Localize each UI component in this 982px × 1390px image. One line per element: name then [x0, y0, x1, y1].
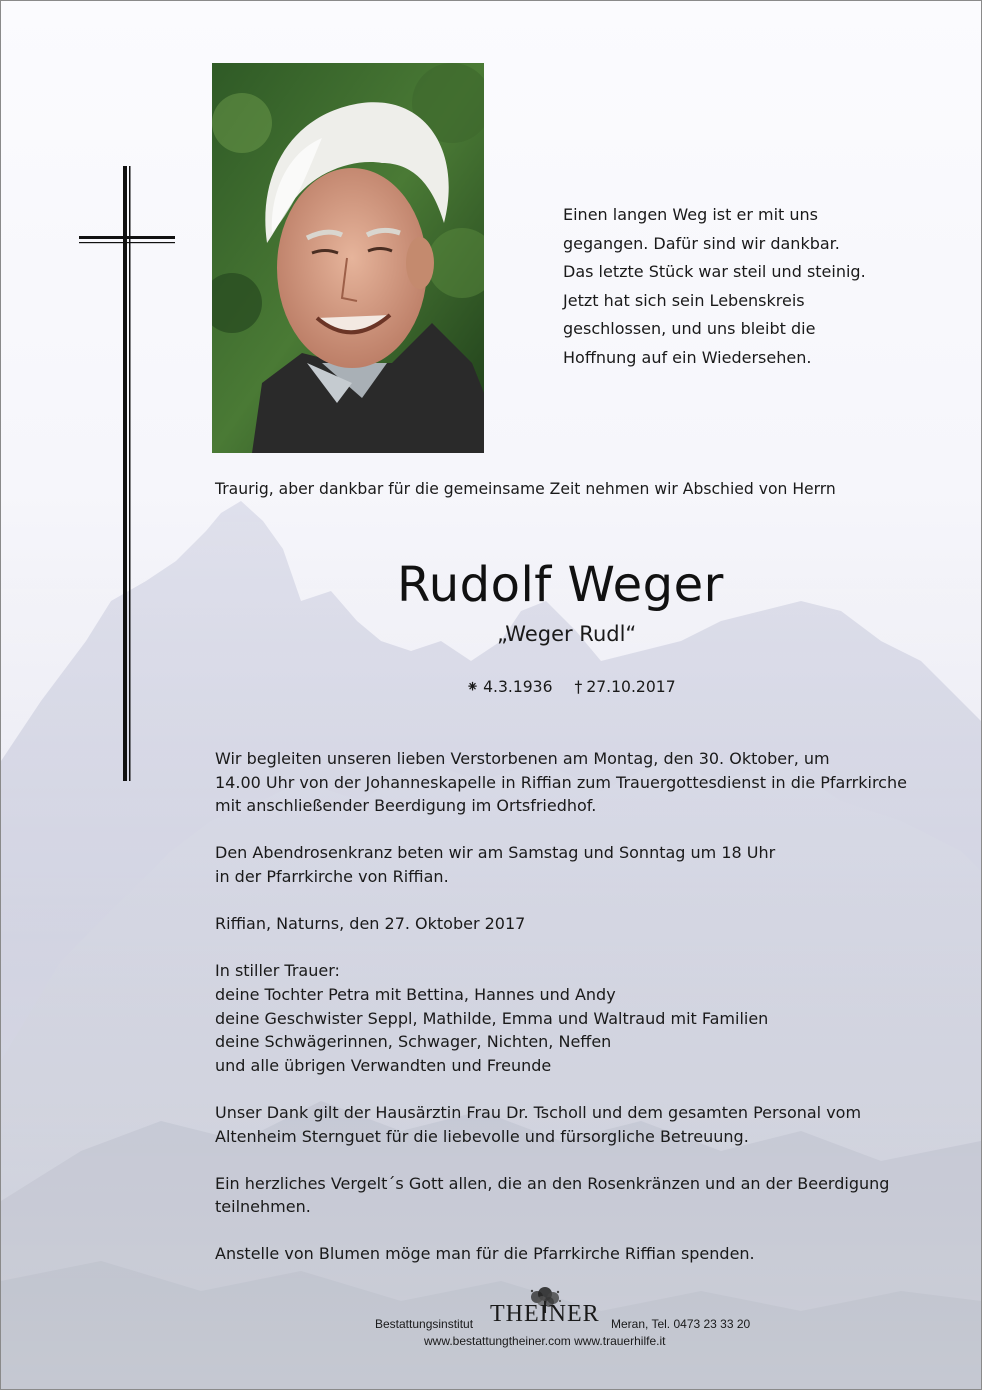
- text-line: teilnehmen.: [215, 1197, 311, 1217]
- text-line: mit anschließender Beerdigung im Ortsfriedhof.: [215, 796, 597, 816]
- text-line: deine Tochter Petra mit Bettina, Hannes und Andy: [215, 984, 616, 1004]
- text-line: Den Abendrosenkranz beten wir am Samstag und Sonntag um 18 Uhr: [215, 843, 776, 863]
- death-icon: †: [574, 678, 583, 696]
- birth-icon: ⁕: [466, 678, 480, 696]
- memorial-poem: [563, 201, 883, 372]
- text-line: Anstelle von Blumen möge man für die Pfarrkirche Riffian spenden.: [215, 1244, 755, 1264]
- mourners-paragraph: [215, 959, 945, 1077]
- text-line: Altenheim Sternguet für die liebevolle und fürsorgliche Betreuung.: [215, 1126, 749, 1146]
- funeral-home-logo: THEINER: [490, 1301, 600, 1327]
- cross-icon: [79, 166, 175, 781]
- poem-line: geschlossen, und uns bleibt die: [563, 319, 816, 338]
- deceased-nickname: „Weger Rudl“: [497, 622, 637, 646]
- death-date: 27.10.2017: [586, 678, 676, 696]
- rosary-paragraph: [215, 841, 945, 888]
- text-line: deine Schwägerinnen, Schwager, Nichten, Neffen: [215, 1032, 612, 1052]
- text-line: deine Geschwister Seppl, Mathilde, Emma und Waltraud mit Familien: [215, 1008, 769, 1028]
- poem-line: Hoffnung auf ein Wiedersehen.: [563, 347, 812, 367]
- obituary-body: [215, 747, 945, 1290]
- footer-label: Bestattungsinstitut: [375, 1317, 474, 1331]
- poem-line: Einen langen Weg ist er mit uns: [563, 205, 819, 224]
- footer-contact: Meran, Tel. 0473 23 33 20: [611, 1317, 751, 1331]
- text-line: und alle übrigen Verwandten und Freunde: [215, 1055, 552, 1075]
- text-line: Unser Dank gilt der Hausärztin Frau Dr. Tscholl und dem gesamten Personal vom: [215, 1102, 862, 1122]
- text-line: 14.00 Uhr von der Johanneskapelle in Riffian zum Trauergottesdienst in die Pfarrkirche: [215, 772, 907, 792]
- farewell-intro: Traurig, aber dankbar für die gemeinsame Zeit nehmen wir Abschied von Herrn: [215, 480, 836, 498]
- poem-line: Das letzte Stück war steil und steinig.: [563, 262, 866, 281]
- life-dates: [466, 678, 680, 696]
- text-line: Ein herzliches Vergelt´s Gott allen, die an den Rosenkränzen und an der Beerdigung: [215, 1173, 890, 1193]
- portrait-photo: [212, 63, 484, 453]
- footer-websites[interactable]: www.bestattungtheiner.com www.trauerhilfe.it: [424, 1334, 666, 1348]
- poem-line: Jetzt hat sich sein Lebenskreis: [563, 290, 805, 310]
- poem-line: gegangen. Dafür sind wir dankbar.: [563, 233, 840, 253]
- text-line: Riffian, Naturns, den 27. Oktober 2017: [215, 914, 526, 934]
- funeral-home-footer: [1, 1287, 981, 1357]
- place-date-paragraph: [215, 912, 945, 936]
- text-line: Wir begleiten unseren lieben Verstorbenen am Montag, den 30. Oktober, um: [215, 749, 830, 768]
- funeral-paragraph: [215, 747, 945, 818]
- thanks-paragraph: [215, 1101, 945, 1148]
- text-line: In stiller Trauer:: [215, 961, 340, 981]
- deceased-name: Rudolf Weger: [397, 557, 724, 613]
- text-line: in der Pfarrkirche von Riffian.: [215, 866, 449, 886]
- birth-date: 4.3.1936: [483, 678, 553, 696]
- vergelts-paragraph: [215, 1172, 945, 1219]
- flowers-paragraph: [215, 1242, 945, 1266]
